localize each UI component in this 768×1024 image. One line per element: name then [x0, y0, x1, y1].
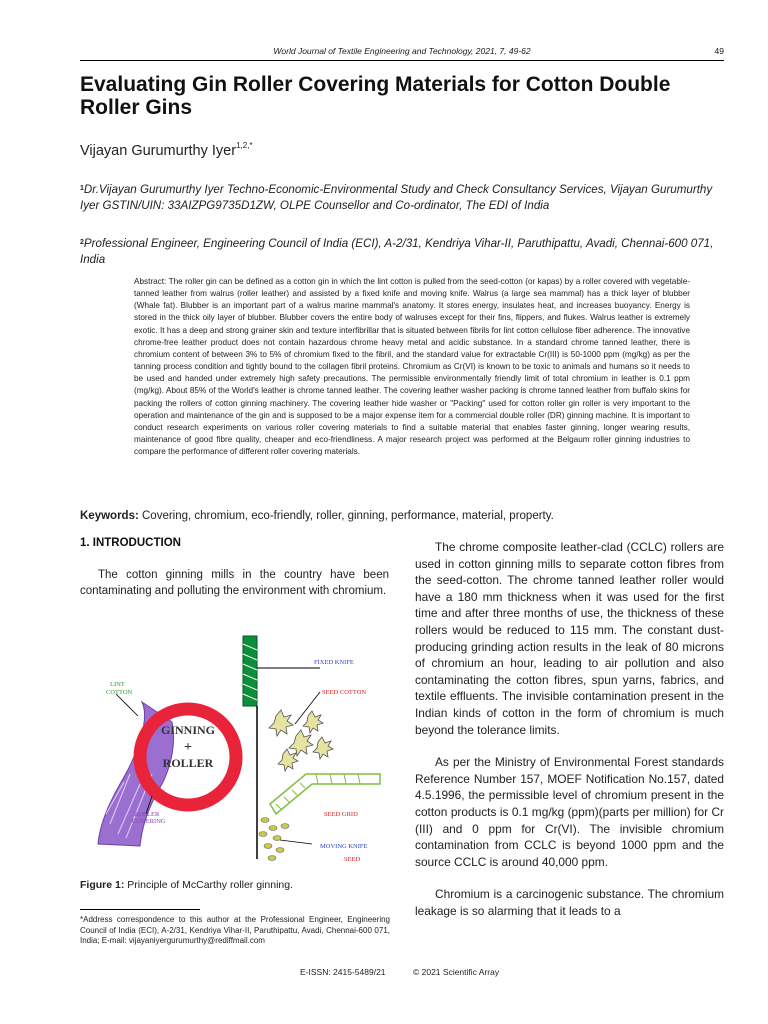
author-name: Vijayan Gurumurthy Iyer — [80, 143, 237, 159]
article-title: Evaluating Gin Roller Covering Materials for Cotton Double Roller Gins — [80, 73, 671, 119]
plus-label: + — [184, 740, 192, 755]
seed-cotton-tufts — [269, 710, 333, 771]
right-column — [415, 539, 724, 935]
body-paragraph: As per the Ministry of Environmental Forest standards Reference Number 157, MOEF Notification No.157, dated 4.5.1996, the permissible level of chromium present in the cotton products is 0.1 mg/kg (ppm)(parts per million) for Cr (III) and 0 ppm for Cr(VI). The invisible chromium contamination from CCLC is beyond 1000 ppm and the source CCLC is around 40,000 ppm. — [415, 755, 724, 869]
affiliation-2 — [80, 236, 724, 267]
keywords-text: Covering, chromium, eco-friendly, roller, ginning, performance, material, property. — [142, 510, 554, 522]
body-paragraph: Chromium is a carcinogenic substance. The chromium leakage is so alarming that it leads to a — [415, 887, 724, 918]
roller-covering-label-1: ROLLER — [134, 811, 160, 818]
seed-grid-label: SEED GRID — [324, 811, 358, 818]
affiliation-text: Dr.Vijayan Gurumurthy Iyer Techno-Economic-Environmental Study and Check Consultancy Services, Vijayan Gurumurthy Iyer GSTIN/UIN: 33AIZPG9735D1ZW, OLPE Counsellor and Co-ordinator, The EDI of India — [80, 183, 713, 212]
header-divider — [80, 60, 724, 61]
lint-label-2: COTTON — [106, 689, 133, 696]
footer-copyright: © 2021 Scientific Array — [413, 967, 500, 977]
moving-knife-pointer — [280, 840, 312, 844]
figure-roller-ginning — [80, 624, 390, 870]
affiliation-mark: 1 — [80, 185, 84, 192]
affiliation-1 — [80, 182, 724, 213]
roller-ginning-diagram — [80, 624, 390, 870]
section-heading-introduction: 1. INTRODUCTION — [80, 537, 181, 549]
figure-caption-label: Figure 1: — [80, 879, 125, 891]
roller-label: ROLLER — [162, 756, 214, 770]
affiliation-text: Professional Engineer, Engineering Council of India (ECI), A-2/31, Kendriya Vihar-II, Paruthipattu, Avadi, Chennai-600 071, India — [80, 237, 714, 266]
lint-label-1: LINT — [110, 681, 125, 688]
abstract-label: Abstract: — [134, 277, 167, 286]
page-number: 49 — [714, 46, 724, 56]
abstract-text: The roller gin can be defined as a cotton gin in which the lint cotton is pulled from the seed-cotton (or kapas) by a roller covered with vegetable-tanned leather from walrus (roller leather) and assisted by a fixed knife and moving knife. Walrus (a large sea mammal) has a thick layer of blubber (Whale fat). Blubber is an important part of a walrus marine mammal's anatomy. It stores energy, insulates heat, and increases buoyancy. Energy is stored in the thick oily layer of blubber. Blubber covers the entire body of walruses except for their fins, flippers, and flukes. Walrus leather is extremely exotic. It has a deep and strong grainer skin and texture interfibrillar that is situated between fibrils for lint cotton cellulose fiber adherence. The innovative chrome-free leather product does not contain hazardous chrome heavy metal and acidic substance. In a standard chrome tanned leather, there is chromium content of between 3% to 5% of chromium fixed to the fibril, and the standard value for extractable Cr(III) is 50-1000 ppm (mg/kg) as per the tanning process condition and tightly bound to the collagen fibril proteins. Chromium as Cr(VI) is known to be toxic to animals and humans so it needs to be used and handed under extremely high safety precautions. The permissible environmentally friendly limit of total chromium in leather is 0.1 ppm (mg/kg). About 85% of the World's leather is chrome tanned leather. The covering leather washer packing is chrome tanned leather from buffalo skins for packing the rollers of cotton ginning machinery. The covering leather hide washer or "Packing" used for cotton roller gin roller is very important to the operation and maintenance of the gin and is supposed to be a major expense item for a commercial double roller (DR) ginning machine. It is important to conduct research experiments on various roller covering materials to find a suitable material that enables faster ginning, longer wearing results, maintenance of good fibre quality, cheaper and eco-friendliness. A major research project was performed at the Belgaum roller ginning industries to compare the performance of different roller covering materials. — [134, 277, 690, 457]
lint-pointer — [116, 694, 138, 716]
figure-caption — [80, 879, 293, 891]
author-line — [80, 143, 253, 159]
affiliation-mark: 2 — [80, 239, 84, 246]
fixed-knife-label: FIXED KNIFE — [314, 659, 354, 666]
figure-caption-text: Principle of McCarthy roller ginning. — [127, 879, 293, 891]
roller-covering-label-2: COVERING — [132, 818, 166, 825]
seed-cotton-label: SEED COTTON — [322, 689, 367, 696]
intro-paragraph: The cotton ginning mills in the country have been contaminating and polluting the environment with chromium. — [80, 569, 389, 597]
journal-citation: World Journal of Textile Engineering and Technology, 2021, 7, 49-62 — [273, 46, 531, 56]
ginning-label: GINNING — [160, 723, 216, 737]
seed-label: SEED — [344, 856, 361, 863]
seed-grid — [270, 774, 380, 814]
keywords-label: Keywords: — [80, 510, 139, 522]
moving-knife-label: MOVING KNIFE — [320, 843, 368, 850]
seeds — [259, 818, 289, 861]
correspondence-footnote: *Address correspondence to this author at the Professional Engineer, Engineering Council of India (ECI), A-2/31, Kendriya Vihar-II, Paruthipattu, Avadi, Chennai-600 071, India; E-mail: vijayaniyergurumurthy@rediffmail.com — [80, 915, 390, 946]
abstract — [134, 276, 690, 458]
body-paragraph: The chrome composite leather-clad (CCLC) rollers are used in cotton ginning mills to separate cotton fibres from the seed-cotton. The chrome tanned leather roller would have a 180 mm thickness when it was used for the first time and after three months of use, the thickness of these rollers would be reduced to 115 mm. The constant dust-producing grinding action results in the leak of 80 microns of chromium an hour, leading to air pollution and also contaminating the cotton fibres, spun yarns, fabrics, and textile effluents. The invisible contamination present in the Indian kinds of cotton in the form of chromium is much beyond the tolerance limits. — [415, 540, 724, 737]
author-affil-marks: 1,2,* — [236, 141, 253, 150]
keywords — [80, 510, 724, 522]
footer-issn: E-ISSN: 2415-5489/21 — [300, 967, 386, 977]
footnote-divider — [80, 909, 200, 910]
